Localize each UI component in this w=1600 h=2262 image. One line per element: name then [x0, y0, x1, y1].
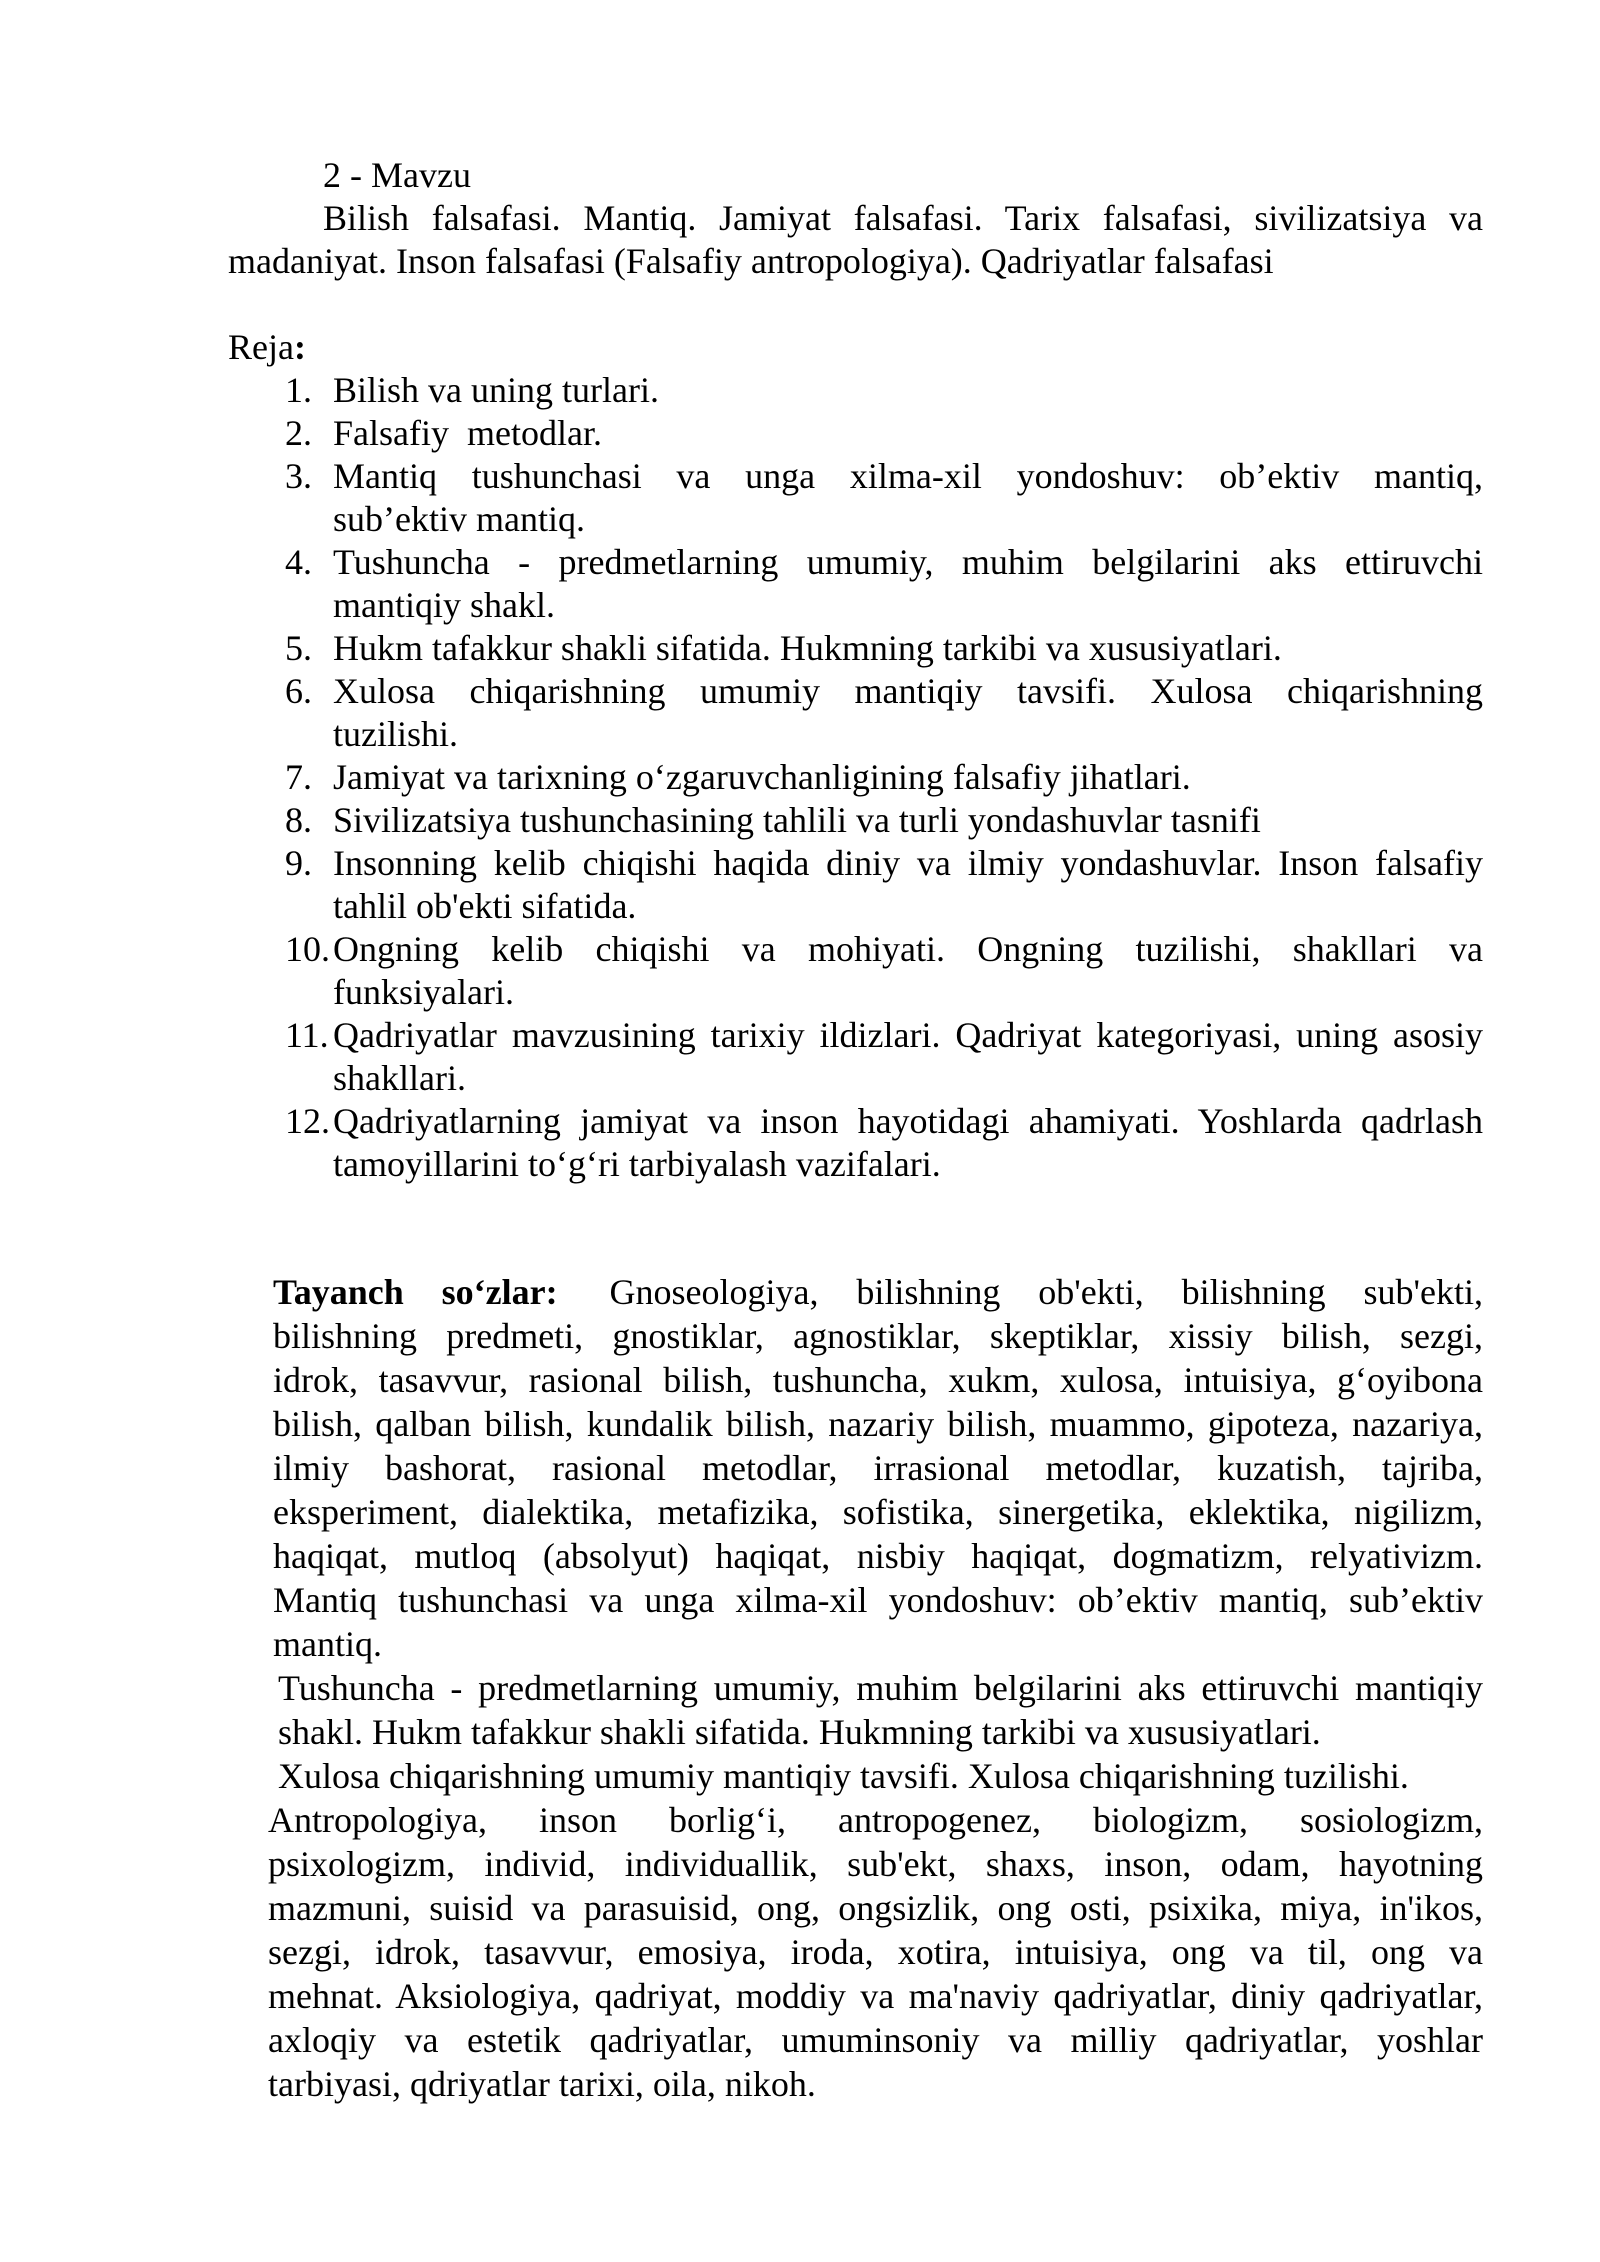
list-item: [228, 541, 1483, 627]
antropologiya-paragraph: [268, 1798, 1483, 2106]
list-item-line: Bilish va uning turlari.: [333, 370, 659, 410]
list-item-number: 5.: [285, 628, 312, 668]
antropologiya-line: tarbiyasi, qdriyatlar tarixi, oila, nikoh.: [268, 2064, 816, 2104]
list-item-number: 7.: [285, 757, 312, 797]
tushuncha-paragraph: [278, 1666, 1483, 1754]
list-item-line: funksiyalari.: [333, 972, 514, 1012]
list-item: [228, 412, 1483, 455]
antropologiya-line: sezgi, idrok, tasavvur, emosiya, iroda, xotira, intuisiya, ong va til, ong va: [268, 1932, 1483, 1972]
list-item: [228, 369, 1483, 412]
list-item-number: 10.: [285, 929, 330, 969]
list-item: [228, 928, 1483, 1014]
antropologiya-line: Antropologiya, inson borlig‘i, antropogenez, biologizm, sosiologizm,: [268, 1800, 1483, 1840]
keywords-paragraph: [273, 1270, 1483, 1666]
xulosa-line: Xulosa chiqarishning umumiy mantiqiy tavsifi. Xulosa chiqarishning tuzilishi.: [278, 1756, 1409, 1796]
list-item: [228, 799, 1483, 842]
keywords-line: idrok, tasavvur, rasional bilish, tushuncha, xukm, xulosa, intuisiya, g‘oyibona: [273, 1360, 1483, 1400]
list-item-number: 2.: [285, 413, 312, 453]
intro-paragraph: [228, 197, 1483, 283]
list-item-line: Mantiq tushunchasi va unga xilma-xil yondoshuv: ob’ektiv mantiq,: [333, 456, 1483, 496]
list-item-line: tuzilishi.: [333, 714, 458, 754]
keywords-line: haqiqat, mutloq (absolyut) haqiqat, nisbiy haqiqat, dogmatizm, relyativizm.: [273, 1536, 1483, 1576]
list-item-line: shakllari.: [333, 1058, 466, 1098]
list-item-number: 3.: [285, 456, 312, 496]
list-item-line: Sivilizatsiya tushunchasining tahlili va turli yondashuvlar tasnifi: [333, 800, 1261, 840]
list-item-number: 8.: [285, 800, 312, 840]
reja-word: Reja: [228, 327, 294, 367]
tushuncha-line: Tushuncha - predmetlarning umumiy, muhim belgilarini aks ettiruvchi mantiqiy: [278, 1668, 1483, 1708]
intro-line: madaniyat. Inson falsafasi (Falsafiy antropologiya). Qadriyatlar falsafasi: [228, 241, 1274, 281]
list-item-line: Qadriyatlarning jamiyat va inson hayotidagi ahamiyati. Yoshlarda qadrlash: [333, 1101, 1483, 1141]
list-item-number: 4.: [285, 542, 312, 582]
reja-label: [228, 326, 1483, 369]
list-item-line: Qadriyatlar mavzusining tarixiy ildizlari. Qadriyat kategoriyasi, uning asosiy: [333, 1015, 1483, 1055]
keywords-line: Mantiq tushunchasi va unga xilma-xil yondoshuv: ob’ektiv mantiq, sub’ektiv: [273, 1580, 1483, 1620]
list-item: [228, 627, 1483, 670]
list-item: [228, 1100, 1483, 1186]
list-item-line: Xulosa chiqarishning umumiy mantiqiy tavsifi. Xulosa chiqarishning: [333, 671, 1483, 711]
tushuncha-line: shakl. Hukm tafakkur shakli sifatida. Hukmning tarkibi va xususiyatlari.: [278, 1712, 1321, 1752]
keywords-line: eksperiment, dialektika, metafizika, sofistika, sinergetika, eklektika, nigilizm,: [273, 1492, 1483, 1532]
intro-line: Bilish falsafasi. Mantiq. Jamiyat falsafasi. Tarix falsafasi, sivilizatsiya va: [323, 198, 1483, 238]
keywords-line: ilmiy bashorat, rasional metodlar, irrasional metodlar, kuzatish, tajriba,: [273, 1448, 1483, 1488]
list-item: [228, 670, 1483, 756]
reja-colon: :: [293, 327, 306, 367]
list-item: [228, 842, 1483, 928]
antropologiya-line: psixologizm, individ, individuallik, sub'ekt, shaxs, inson, odam, hayotning: [268, 1844, 1483, 1884]
list-item-number: 6.: [285, 671, 312, 711]
list-item-line: Tushuncha - predmetlarning umumiy, muhim belgilarini aks ettiruvchi: [333, 542, 1483, 582]
list-item-line: tamoyillarini to‘g‘ri tarbiyalash vazifalari.: [333, 1144, 941, 1184]
xulosa-paragraph: [278, 1754, 1483, 1798]
antropologiya-line: mehnat. Aksiologiya, qadriyat, moddiy va ma'naviy qadriyatlar, diniy qadriyatlar,: [268, 1976, 1483, 2016]
list-item-number: 1.: [285, 370, 312, 410]
list-item-line: tahlil ob'ekti sifatida.: [333, 886, 637, 926]
list-item: [228, 1014, 1483, 1100]
keywords-line: Gnoseologiya, bilishning ob'ekti, bilishning sub'ekti,: [609, 1272, 1484, 1312]
topic-heading: 2 - Mavzu: [323, 155, 471, 195]
keywords-line: bilishning predmeti, gnostiklar, agnostiklar, skeptiklar, xissiy bilish, sezgi,: [273, 1316, 1483, 1356]
list-item-line: Ongning kelib chiqishi va mohiyati. Ongning tuzilishi, shakllari va: [333, 929, 1483, 969]
keywords-label: Tayanch so‘zlar:: [273, 1272, 558, 1312]
list-item-line: Insonning kelib chiqishi haqida diniy va ilmiy yondashuvlar. Inson falsafiy: [333, 843, 1483, 883]
list-item-line: Hukm tafakkur shakli sifatida. Hukmning tarkibi va xususiyatlari.: [333, 628, 1282, 668]
list-item-number: 11.: [285, 1015, 329, 1055]
keywords-section: [228, 1270, 1483, 2106]
list-item-line: Jamiyat va tarixning o‘zgaruvchanligining falsafiy jihatlari.: [333, 757, 1191, 797]
list-item-line: mantiqiy shakl.: [333, 585, 555, 625]
keywords-line: bilish, qalban bilish, kundalik bilish, nazariy bilish, muammo, gipoteza, nazariya,: [273, 1404, 1483, 1444]
list-item: [228, 455, 1483, 541]
antropologiya-line: mazmuni, suisid va parasuisid, ong, ongsizlik, ong osti, psixika, miya, in'ikos,: [268, 1888, 1483, 1928]
list-item-line: sub’ektiv mantiq.: [333, 499, 585, 539]
list-item: [228, 756, 1483, 799]
antropologiya-line: axloqiy va estetik qadriyatlar, umuminsoniy va milliy qadriyatlar, yoshlar: [268, 2020, 1483, 2060]
keywords-line: mantiq.: [273, 1624, 382, 1664]
list-item-number: 9.: [285, 843, 312, 883]
list-item-line: Falsafiy metodlar.: [333, 413, 602, 453]
keywords-first-line: [273, 1270, 1483, 1314]
plan-list: [228, 369, 1483, 1186]
list-item-number: 12.: [285, 1101, 330, 1141]
